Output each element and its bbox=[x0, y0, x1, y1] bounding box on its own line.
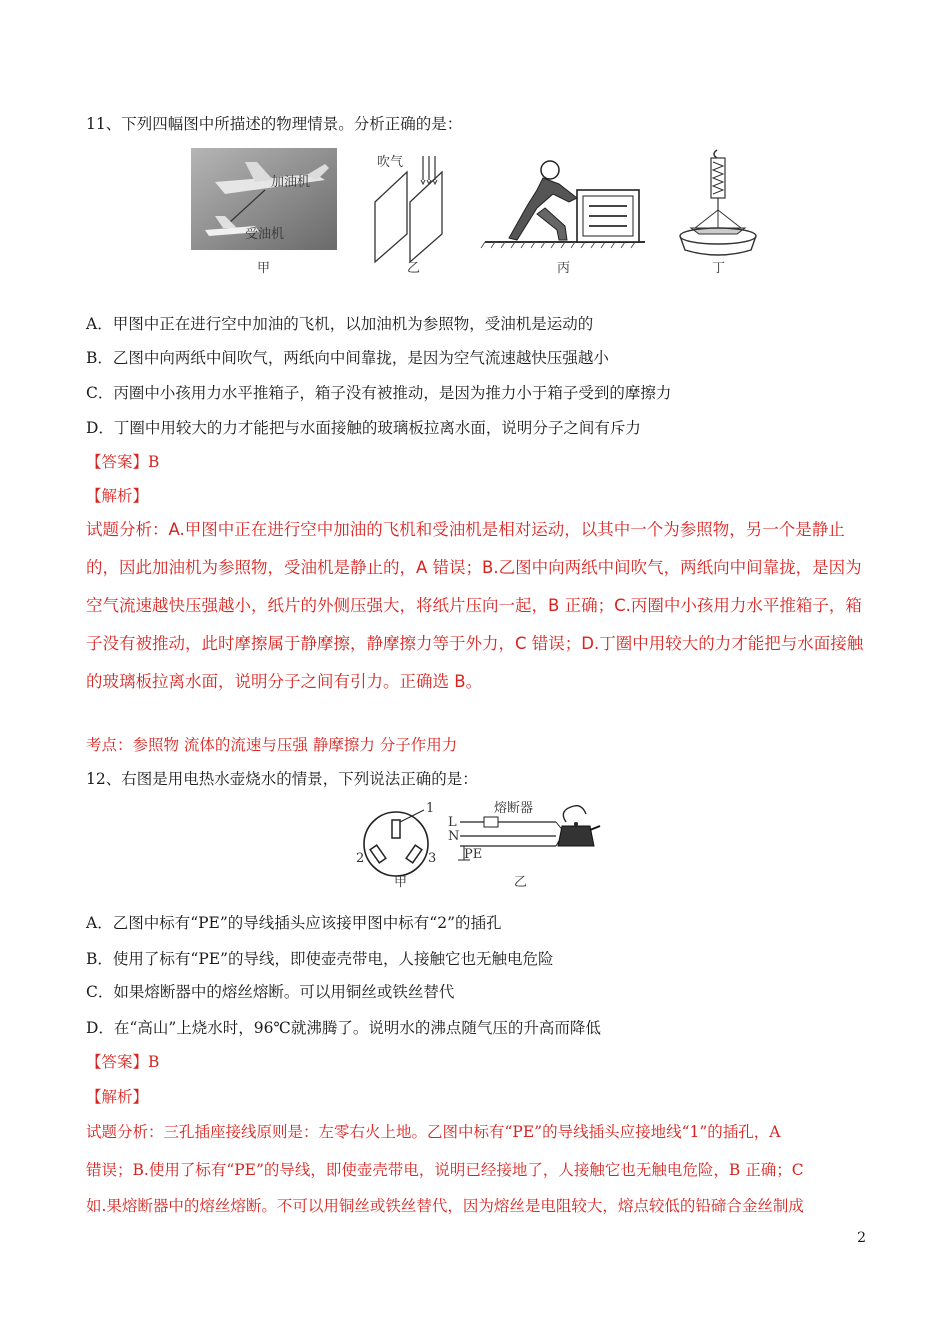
q12-option-c: C．如果熔断器中的熔丝熔断。可以用铜丝或铁丝替代 bbox=[86, 983, 455, 1001]
fig-label-yi: 乙 bbox=[407, 261, 421, 276]
q12-option-b: B．使用了标有“PE”的导线，即使壶壳带电，人接触它也无触电危险 bbox=[86, 950, 554, 968]
q11-option-d: D．丁圈中用较大的力才能把与水面接触的玻璃板拉离水面，说明分子之间有斥力 bbox=[86, 419, 641, 437]
q11-analysis-line-4: 子没有被推动，此时摩擦属于静摩擦，静摩擦力等于外力，C 错误；D.丁圈中用较大的力才能把与水面接触 bbox=[86, 634, 864, 653]
q11-stem: 11、下列四幅图中所描述的物理情景。分析正确的是： bbox=[86, 115, 463, 133]
q11-analysis-line-1: 试题分析：A.甲图中正在进行空中加油的飞机和受油机是相对运动，以其中一个为参照物，另一个是静止 bbox=[86, 520, 845, 539]
wire-l-label: L bbox=[448, 815, 457, 830]
pe-label: PE bbox=[464, 847, 483, 862]
q11-option-b: B．乙图中向两纸中间吹气，两纸向中间靠拢，是因为空气流速越快压强越小 bbox=[86, 349, 609, 367]
wire-n-label: N bbox=[448, 829, 460, 844]
q11-figure bbox=[185, 142, 765, 277]
blow-label: 吹气 bbox=[377, 155, 404, 170]
q11-option-a: A．甲图中正在进行空中加油的飞机，以加油机为参照物，受油机是运动的 bbox=[86, 315, 594, 333]
q11-kaodian: 考点：参照物 流体的流速与压强 静摩擦力 分子作用力 bbox=[86, 736, 458, 754]
fuse-label: 熔断器 bbox=[494, 801, 534, 816]
fig-label-jia: 甲 bbox=[257, 261, 271, 276]
q12-analysis-line-3: 如.果熔断器中的熔丝熔断。不可以用铜丝或铁丝替代，因为熔丝是电阻较大，熔点较低的铅碲合金丝制成 bbox=[86, 1197, 804, 1215]
pin-3-label: 3 bbox=[428, 851, 437, 866]
q11-analysis-title: 【解析】 bbox=[86, 487, 149, 505]
q12-answer: 【答案】B bbox=[86, 1053, 160, 1071]
q11-analysis-line-2: 的，因此加油机为参照物，受油机是静止的，A 错误；B.乙图中向两纸中间吹气，两纸向中间靠拢，是因为 bbox=[86, 558, 862, 577]
q12-analysis-line-1: 试题分析：三孔插座接线原则是：左零右火上地。乙图中标有“PE”的导线插头应接地线“1”的插孔，A bbox=[86, 1123, 781, 1141]
q12-option-a: A．乙图中标有“PE”的导线插头应该接甲图中标有“2”的插孔 bbox=[86, 914, 502, 932]
q11-option-c: C．丙圈中小孩用力水平推箱子，箱子没有被推动，是因为推力小于箱子受到的摩擦力 bbox=[86, 384, 672, 402]
refueling-photo bbox=[191, 148, 337, 250]
paper-sheets-diagram bbox=[375, 155, 442, 262]
fig12-label-jia: 甲 bbox=[394, 875, 408, 890]
pin-2-label: 2 bbox=[356, 851, 365, 866]
q11-analysis-line-5: 的玻璃板拉离水面，说明分子之间有引力。正确选 B。 bbox=[86, 672, 483, 691]
receiver-label: 受油机 bbox=[245, 227, 285, 242]
q12-analysis-title: 【解析】 bbox=[86, 1088, 149, 1106]
spring-scale-diagram bbox=[680, 150, 756, 255]
page-number: 2 bbox=[857, 1230, 866, 1246]
three-pin-socket bbox=[356, 801, 436, 876]
tanker-label: 加油机 bbox=[271, 175, 311, 190]
kettle-circuit bbox=[448, 800, 600, 862]
q12-analysis-line-2: 错误；B.使用了标有“PE”的导线，即使壶壳带电，说明已经接地了，人接触它也无触电危险，B 正确；C bbox=[86, 1161, 804, 1179]
fig12-label-yi: 乙 bbox=[514, 875, 528, 890]
fig-label-bing: 丙 bbox=[557, 261, 571, 276]
q11-analysis-line-3: 空气流速越快压强越小，纸片的外侧压强大，将纸片压向一起，B 正确；C.丙圈中小孩用力水平推箱子，箱 bbox=[86, 596, 862, 615]
fig-label-ding: 丁 bbox=[712, 261, 726, 276]
q12-option-d: D．在“高山”上烧水时，96℃就沸腾了。说明水的沸点随气压的升高而降低 bbox=[86, 1019, 601, 1037]
q12-stem: 12、右图是用电热水壶烧水的情景，下列说法正确的是： bbox=[86, 770, 478, 788]
q11-answer: 【答案】B bbox=[86, 453, 160, 471]
q12-figure bbox=[352, 800, 602, 892]
child-pushing-box bbox=[481, 161, 645, 248]
pin-1-label: 1 bbox=[426, 801, 435, 816]
